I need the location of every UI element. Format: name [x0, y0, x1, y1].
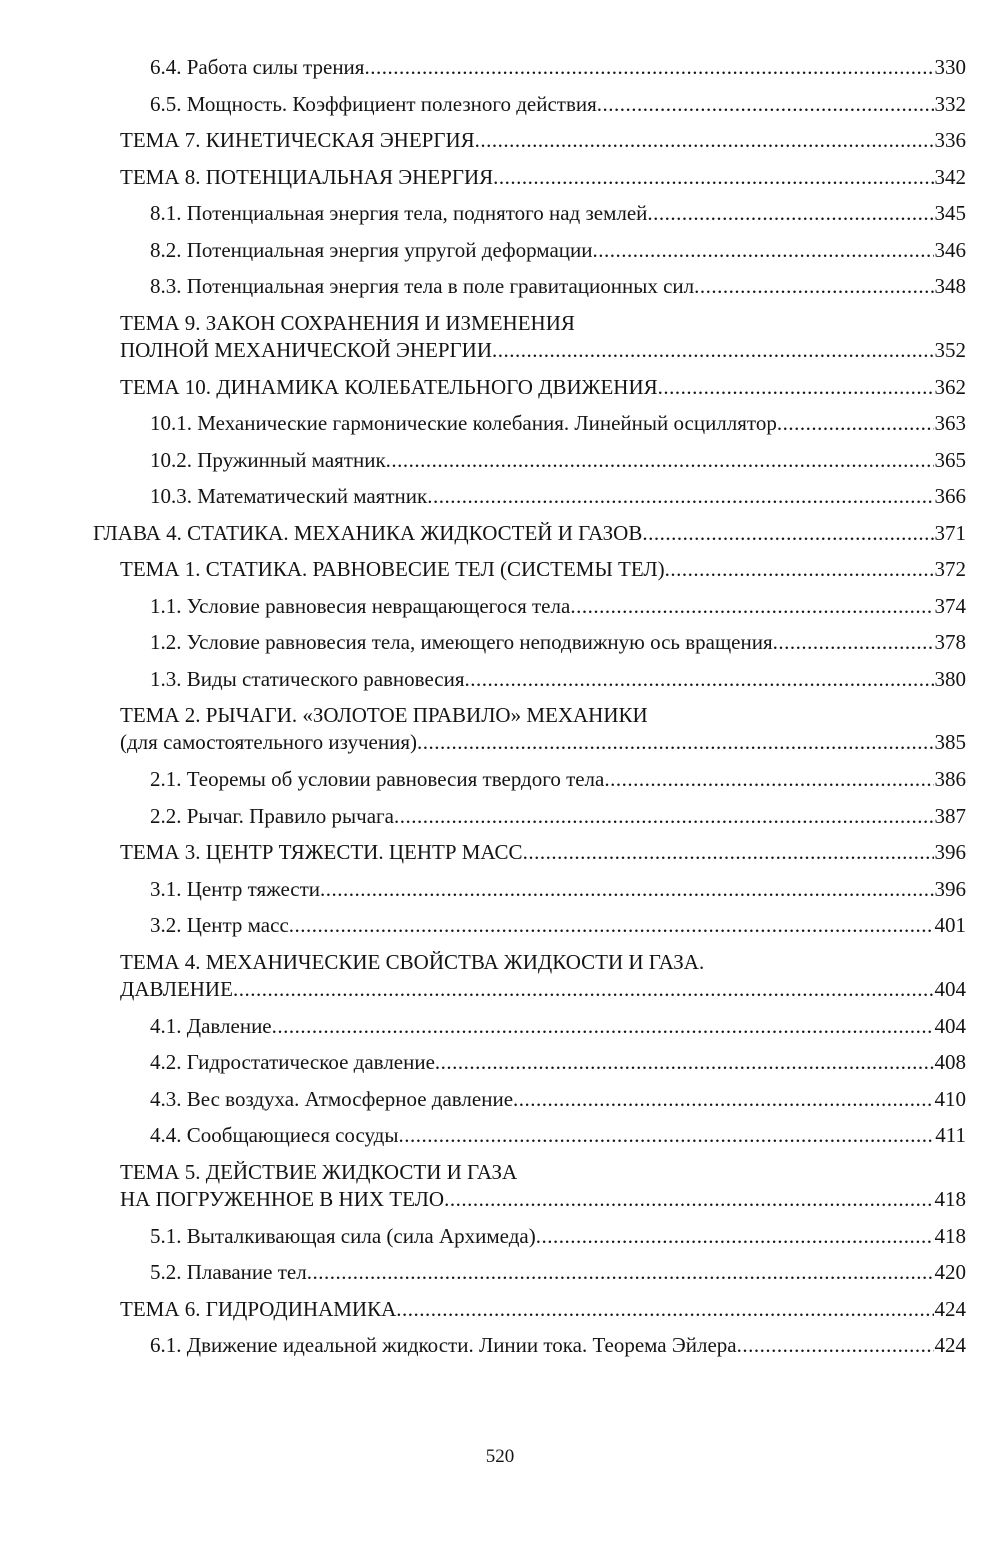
toc-title: 2.2. Рычаг. Правило рычага	[150, 803, 394, 828]
toc-page-number: 411	[935, 1123, 966, 1147]
toc-page-number: 404	[934, 976, 966, 1001]
dot-leader	[493, 164, 933, 191]
toc-title: 4.3. Вес воздуха. Атмосферное давление	[150, 1086, 514, 1111]
toc-title: 3.1. Центр тяжести	[150, 876, 321, 901]
toc-page-number: 345	[934, 201, 966, 225]
toc-title: 3.2. Центр масс	[150, 913, 289, 937]
dot-leader	[536, 1223, 934, 1250]
toc-title: 8.3. Потенциальная энергия тела в поле гравитационных сил	[150, 274, 695, 298]
toc-entry-section	[0, 762, 1000, 799]
dot-leader	[233, 976, 934, 1003]
toc-entry-section	[0, 872, 1000, 909]
toc-entry-section	[0, 1082, 1000, 1119]
toc-entry-section	[0, 479, 1000, 516]
page-number: 520	[485, 1446, 515, 1467]
toc-entry-topic	[0, 1292, 1000, 1329]
dot-leader	[435, 1049, 934, 1076]
toc-title: ГЛАВА 4. СТАТИКА. МЕХАНИКА ЖИДКОСТЕЙ И ГАЗОВ	[93, 520, 643, 545]
toc-entry-section	[0, 1219, 1000, 1256]
dot-leader	[307, 1259, 934, 1286]
toc-page-number: 346	[934, 237, 966, 262]
toc-title: 6.1. Движение идеальной жидкости. Линии тока. Теорема Эйлера	[150, 1333, 737, 1357]
dot-leader	[694, 273, 933, 300]
toc-page-number: 336	[934, 128, 966, 152]
dot-leader	[773, 629, 934, 656]
dot-leader	[465, 666, 934, 693]
toc-page-number: 396	[934, 876, 966, 901]
dot-leader	[597, 91, 934, 118]
dot-leader	[777, 410, 934, 437]
toc-page-number: 352	[934, 337, 966, 362]
toc-page-number: 330	[934, 55, 966, 79]
toc-page-number: 385	[934, 730, 966, 754]
toc-entry-section	[0, 1328, 1000, 1365]
toc-title: 10.1. Механические гармонические колебания. Линейный осциллятор	[150, 411, 777, 435]
toc-title-continuation: (для самостоятельного изучения)	[120, 730, 417, 754]
toc-entry-section	[0, 662, 1000, 699]
toc-title: ТЕМА 7. КИНЕТИЧЕСКАЯ ЭНЕРГИЯ	[120, 128, 475, 152]
dot-leader	[737, 1332, 934, 1359]
dot-leader	[398, 1122, 934, 1149]
dot-leader	[444, 1186, 933, 1213]
toc-page-number: 401	[934, 913, 966, 937]
dot-leader	[364, 54, 933, 81]
dot-leader	[604, 766, 933, 793]
toc-page-number: 363	[934, 411, 966, 435]
dot-leader	[570, 593, 933, 620]
toc-title: 4.4. Сообщающиеся сосуды	[150, 1123, 399, 1147]
toc-title: 8.1. Потенциальная энергия тела, поднятого над землей	[150, 201, 648, 225]
dot-leader	[272, 1013, 934, 1040]
toc-page-number: 380	[934, 666, 966, 691]
toc-page-number: 404	[934, 1013, 966, 1038]
toc-title: 4.2. Гидростатическое давление	[150, 1050, 435, 1074]
toc-title: 1.3. Виды статического равновесия	[150, 666, 465, 691]
toc-title: ТЕМА 9. ЗАКОН СОХРАНЕНИЯ И ИЗМЕНЕНИЯ	[120, 310, 575, 335]
toc-entry-topic	[0, 945, 1000, 1009]
toc-title-continuation: ПОЛНОЙ МЕХАНИЧЕСКОЙ ЭНЕРГИИ	[120, 337, 492, 362]
toc-entry-topic	[0, 698, 1000, 762]
toc-entry-section	[0, 233, 1000, 270]
toc-page-number: 362	[934, 374, 966, 399]
toc-page-number: 332	[934, 91, 966, 116]
toc-entry-section	[0, 196, 1000, 233]
toc-title: 4.1. Давление	[150, 1013, 272, 1038]
toc-entry-chapter	[0, 516, 1000, 553]
toc-entry-topic	[0, 1155, 1000, 1219]
toc-title: ТЕМА 1. СТАТИКА. РАВНОВЕСИЕ ТЕЛ (СИСТЕМЫ ТЕЛ)	[120, 557, 665, 581]
toc-page-number: 374	[934, 593, 966, 618]
toc-title: 2.1. Теоремы об условии равновесия твердого тела	[150, 767, 605, 791]
toc-entry-section	[0, 1045, 1000, 1082]
toc-entry-section	[0, 908, 1000, 945]
toc-entry-section	[0, 625, 1000, 662]
toc-title: ТЕМА 2. РЫЧАГИ. «ЗОЛОТОЕ ПРАВИЛО» МЕХАНИКИ	[120, 703, 648, 727]
toc-page-number: 371	[934, 520, 966, 545]
toc-page-number: 342	[934, 164, 966, 189]
dot-leader	[386, 447, 934, 474]
toc-title: ТЕМА 4. МЕХАНИЧЕСКИЕ СВОЙСТВА ЖИДКОСТИ И ГАЗА.	[120, 949, 705, 974]
toc-page-number: 365	[934, 447, 966, 472]
toc-entry-section	[0, 50, 1000, 87]
toc-title: 5.2. Плавание тел	[150, 1260, 307, 1284]
toc-page-number: 348	[934, 274, 966, 298]
toc-title: ТЕМА 5. ДЕЙСТВИЕ ЖИДКОСТИ И ГАЗА	[120, 1159, 518, 1184]
toc-entry-topic	[0, 160, 1000, 197]
toc-title: 8.2. Потенциальная энергия упругой деформации	[150, 237, 593, 262]
toc-page-number: 408	[934, 1050, 966, 1074]
toc-title: ТЕМА 6. ГИДРОДИНАМИКА	[120, 1296, 397, 1321]
dot-leader	[593, 237, 934, 264]
toc-title: ТЕМА 10. ДИНАМИКА КОЛЕБАТЕЛЬНОГО ДВИЖЕНИЯ	[120, 374, 658, 399]
toc-title: 1.1. Условие равновесия невращающегося тела	[150, 593, 571, 618]
toc-title: 5.1. Выталкивающая сила (сила Архимеда)	[150, 1223, 536, 1248]
toc-title: 6.4. Работа силы трения	[150, 55, 365, 79]
toc-entry-section	[0, 589, 1000, 626]
dot-leader	[394, 803, 934, 830]
toc-title: ТЕМА 3. ЦЕНТР ТЯЖЕСТИ. ЦЕНТР МАСС	[120, 840, 523, 864]
dot-leader	[665, 556, 934, 583]
toc-page-number: 420	[934, 1260, 966, 1284]
toc-title: 6.5. Мощность. Коэффициент полезного действия	[150, 91, 597, 116]
toc-entry-topic	[0, 123, 1000, 160]
toc-title: ТЕМА 8. ПОТЕНЦИАЛЬНАЯ ЭНЕРГИЯ	[120, 164, 494, 189]
toc-page-number: 386	[934, 767, 966, 791]
dot-leader	[396, 1296, 933, 1323]
dot-leader	[289, 912, 934, 939]
toc-page-number: 418	[934, 1186, 966, 1211]
toc-entry-section	[0, 406, 1000, 443]
toc-title: 10.2. Пружинный маятник	[150, 447, 386, 472]
dot-leader	[475, 127, 934, 154]
dot-leader	[513, 1086, 933, 1113]
toc-title: 10.3. Математический маятник	[150, 484, 428, 508]
toc-page-number: 424	[934, 1333, 966, 1357]
toc-entry-section	[0, 1255, 1000, 1292]
toc-entry-section	[0, 87, 1000, 124]
toc-entry-section	[0, 799, 1000, 836]
table-of-contents	[0, 50, 1000, 1365]
dot-leader	[427, 483, 933, 510]
dot-leader	[658, 374, 934, 401]
toc-entry-topic	[0, 370, 1000, 407]
toc-entry-section	[0, 1118, 1000, 1155]
toc-entry-section	[0, 269, 1000, 306]
toc-page-number: 372	[934, 557, 966, 581]
dot-leader	[642, 520, 933, 547]
toc-title-continuation: НА ПОГРУЖЕННОЕ В НИХ ТЕЛО	[120, 1186, 445, 1211]
toc-page-number: 396	[934, 840, 966, 864]
dot-leader	[417, 729, 934, 756]
toc-page-number: 387	[934, 803, 966, 828]
toc-page-number: 366	[934, 484, 966, 508]
toc-page-number: 378	[934, 630, 966, 654]
toc-page-number: 424	[934, 1296, 966, 1321]
toc-entry-section	[0, 443, 1000, 480]
toc-title-continuation: ДАВЛЕНИЕ	[120, 976, 233, 1001]
toc-title: 1.2. Условие равновесия тела, имеющего неподвижную ось вращения	[150, 630, 773, 654]
dot-leader	[320, 876, 933, 903]
toc-entry-topic	[0, 552, 1000, 589]
toc-entry-topic	[0, 835, 1000, 872]
toc-entry-section	[0, 1009, 1000, 1046]
toc-page-number: 418	[934, 1223, 966, 1248]
dot-leader	[647, 200, 933, 227]
toc-entry-topic	[0, 306, 1000, 370]
toc-page-number: 410	[934, 1086, 966, 1111]
dot-leader	[492, 337, 934, 364]
dot-leader	[523, 839, 934, 866]
